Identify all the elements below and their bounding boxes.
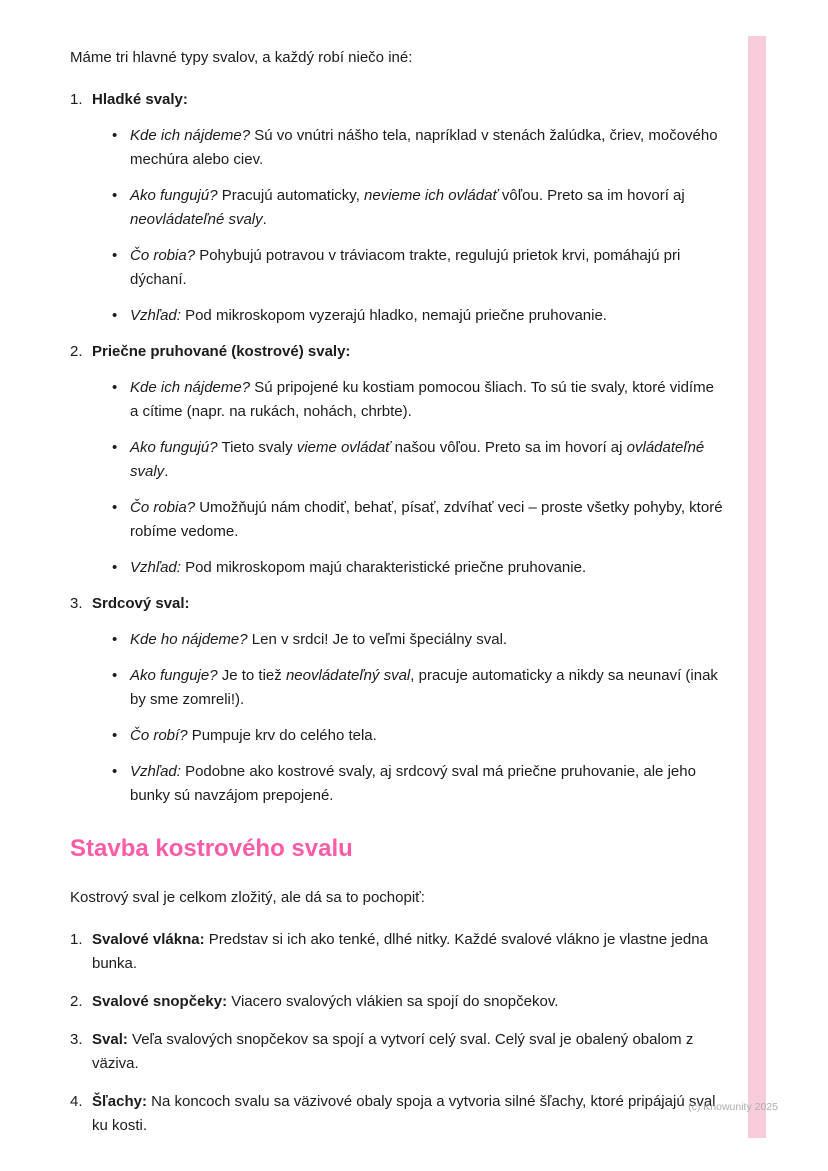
bullet-text: Ako fungujú? Tieto svaly vieme ovládať našou vôľou. Preto sa im hovorí aj ovládateľné svaly.: [130, 439, 705, 480]
structure-item-text: Svalové vlákna: Predstav si ich ako tenké, dlhé nitky. Každé svalové vlákno je vlastne jedna bunka.: [92, 931, 708, 972]
muscle-type-section-smooth: [70, 88, 725, 328]
bullet-item: [112, 244, 725, 292]
list-number: 3.: [70, 595, 83, 612]
structure-item-text: Šľachy: Na koncoch svalu sa väzivové obaly spoja a vytvoria silné šľachy, ktoré pripájajú sval ku kosti.: [92, 1093, 716, 1134]
bullet-item: [112, 184, 725, 232]
document-content: [70, 46, 725, 1152]
bullet-item: [112, 436, 725, 484]
bullet-text: Ako fungujú? Pracujú automaticky, nevieme ich ovládať vôľou. Preto sa im hovorí aj neovládateľné svaly.: [130, 187, 685, 228]
list-number: 3.: [70, 1031, 83, 1048]
list-number: 1.: [70, 91, 83, 108]
muscle-type-title: Hladké svaly:: [92, 91, 188, 108]
structure-list-item: [70, 1090, 725, 1138]
bullet-item: [112, 556, 725, 580]
bullet-item: [112, 724, 725, 748]
intro-paragraph: Máme tri hlavné typy svalov, a každý robí niečo iné:: [70, 49, 413, 66]
bullet-item: [112, 628, 725, 652]
bullet-list: [70, 628, 725, 808]
bullet-list: [70, 376, 725, 580]
list-number: 4.: [70, 1093, 83, 1110]
section-heading: Stavba kostrového svalu: [70, 835, 353, 862]
bullet-text: Čo robia? Umožňujú nám chodiť, behať, písať, zdvíhať veci – proste všetky pohyby, ktoré robíme vedome.: [130, 499, 723, 540]
muscle-type-section-striated: [70, 340, 725, 580]
bullet-item: [112, 496, 725, 544]
bullet-text: Vzhľad: Pod mikroskopom majú charakteristické priečne pruhovanie.: [130, 559, 587, 576]
page-edge-ribbon-decoration: [748, 36, 766, 1138]
structure-list-item: [70, 990, 725, 1014]
bullet-list: [70, 124, 725, 328]
structure-item-text: Sval: Veľa svalových snopčekov sa spojí a vytvorí celý sval. Celý sval je obalený obalom z väziva.: [92, 1031, 694, 1072]
structure-item-text: Svalové snopčeky: Viacero svalových vlákien sa spojí do snopčekov.: [92, 993, 559, 1010]
structure-list: [70, 928, 725, 1138]
list-number: 2.: [70, 343, 83, 360]
muscle-type-title: Srdcový sval:: [92, 595, 190, 612]
bullet-item: [112, 304, 725, 328]
bullet-text: Kde ich nájdeme? Sú vo vnútri nášho tela, napríklad v stenách žalúdka, čriev, močového mechúra alebo ciev.: [130, 127, 718, 168]
list-item-heading: [70, 88, 725, 112]
list-item-heading: [70, 340, 725, 364]
bullet-text: Kde ich nájdeme? Sú pripojené ku kostiam pomocou šliach. To sú tie svaly, ktoré vidíme a cítime (napr. na rukách, nohách, chrbte).: [130, 379, 714, 420]
bullet-item: [112, 124, 725, 172]
muscle-type-section-cardiac: [70, 592, 725, 808]
bullet-item: [112, 376, 725, 424]
bullet-item: [112, 760, 725, 808]
list-item-heading: [70, 592, 725, 616]
bullet-item: [112, 664, 725, 712]
copyright-watermark: (c) Knowunity 2025: [688, 1101, 778, 1113]
muscle-type-title: Priečne pruhované (kostrové) svaly:: [92, 343, 351, 360]
structure-list-item: [70, 928, 725, 976]
bullet-text: Vzhľad: Podobne ako kostrové svaly, aj srdcový sval má priečne pruhovanie, ale jeho bunky sú navzájom prepojené.: [130, 763, 696, 804]
bullet-text: Kde ho nájdeme? Len v srdci! Je to veľmi špeciálny sval.: [130, 631, 508, 648]
structure-list-item: [70, 1028, 725, 1076]
bullet-text: Čo robia? Pohybujú potravou v tráviacom trakte, regulujú prietok krvi, pomáhajú pri dýchaní.: [130, 247, 681, 288]
bullet-text: Vzhľad: Pod mikroskopom vyzerajú hladko, nemajú priečne pruhovanie.: [130, 307, 607, 324]
bullet-text: Čo robí? Pumpuje krv do celého tela.: [130, 727, 377, 744]
bullet-text: Ako funguje? Je to tiež neovládateľný sval, pracuje automaticky a nikdy sa neunaví (inak by sme zomreli!).: [130, 667, 718, 708]
list-number: 2.: [70, 993, 83, 1010]
list-number: 1.: [70, 931, 83, 948]
section-intro-paragraph: Kostrový sval je celkom zložitý, ale dá sa to pochopiť:: [70, 889, 425, 906]
